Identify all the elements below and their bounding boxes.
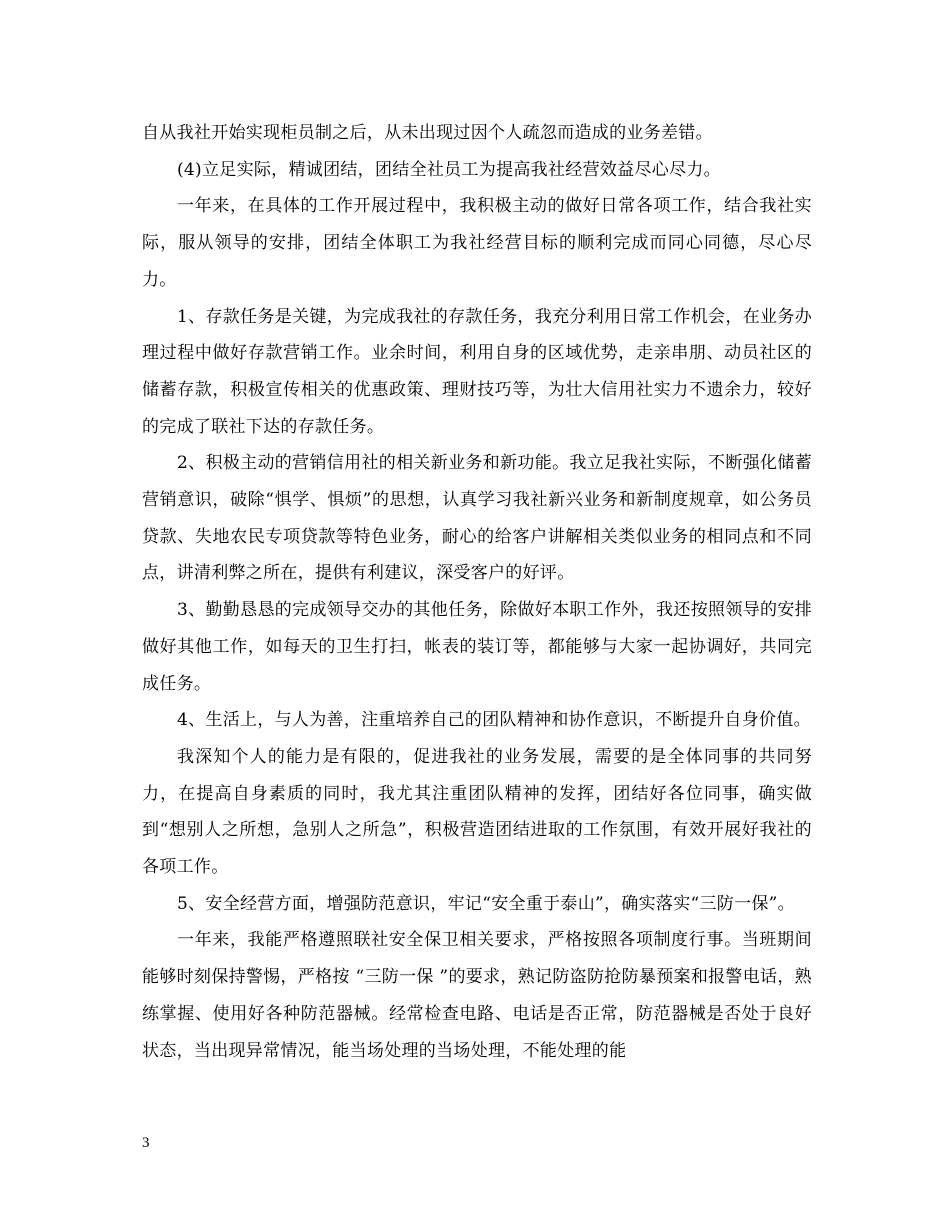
paragraph-7: 4、生活上，与人为善，注重培养自己的团队精神和协作意识，不断提升自身价值。	[177, 710, 811, 731]
document-body	[142, 115, 812, 1069]
paragraph-8: 我深知个人的能力是有限的，促进我社的业务发展，需要的是全体同事的共同努力，在提高自身素质的同时，我尤其注重团队精神的发挥，团结好各位同事，确实做到“想别人之所想，急别人之所急”，积极营造团结进取的工作氛围，有效开展好我社的各项工作。	[142, 746, 812, 878]
paragraph-5: 2、积极主动的营销信用社的相关新业务和新功能。我立足我社实际，不断强化储蓄营销意识，破除“惧学、惧烦”的思想，认真学习我社新兴业务和新制度规章，如公务员贷款、失地农民专项贷款等特色业务，耐心的给客户讲解相关类似业务的相同点和不同点，讲清利弊之所在，提供有利建议，深受客户的好评。	[142, 453, 812, 584]
paragraph-3: 一年来，在具体的工作开展过程中，我积极主动的做好日常各项工作，结合我社实际，服从领导的安排，团结全体职工为我社经营目标的顺利完成而同心同德，尽心尽力。	[142, 196, 812, 290]
page-number: 3	[142, 1135, 150, 1151]
paragraph-6: 3、勤勤恳恳的完成领导交办的其他任务，除做好本职工作外，我还按照领导的安排做好其他工作，如每天的卫生打扫，帐表的装订等，都能够与大家一起协调好，共同完成任务。	[142, 600, 812, 694]
paragraph-1: 自从我社开始实现柜员制之后，从未出现过因个人疏忽而造成的业务差错。	[142, 123, 713, 143]
paragraph-4: 1、存款任务是关键，为完成我社的存款任务，我充分利用日常工作机会，在业务办理过程中做好存款营销工作。业余时间，利用自身的区域优势，走亲串朋、动员社区的储蓄存款，积极宣传相关的优惠政策、理财技巧等，为壮大信用社实力不遗余力，较好的完成了联社下达的存款任务。	[142, 306, 812, 437]
paragraph-10: 一年来，我能严格遵照联社安全保卫相关要求，严格按照各项制度行事。当班期间能够时刻保持警惕，严格按 “三防一保 ”的要求，熟记防盗防抢防暴预案和报警电话，熟练掌握、使用好各种防范器械。经常检查电路、电话是否正常，防范器械是否处于良好状态，当出现异常情况，能当场处理的当场处理，不能处理的能	[142, 930, 812, 1061]
paragraph-2: (4)立足实际，精诚团结，团结全社员工为提高我社经营效益尽心尽力。	[177, 159, 721, 180]
paragraph-9: 5、安全经营方面，增强防范意识，牢记“安全重于泰山”，确实落实“三防一保”。	[177, 893, 795, 914]
